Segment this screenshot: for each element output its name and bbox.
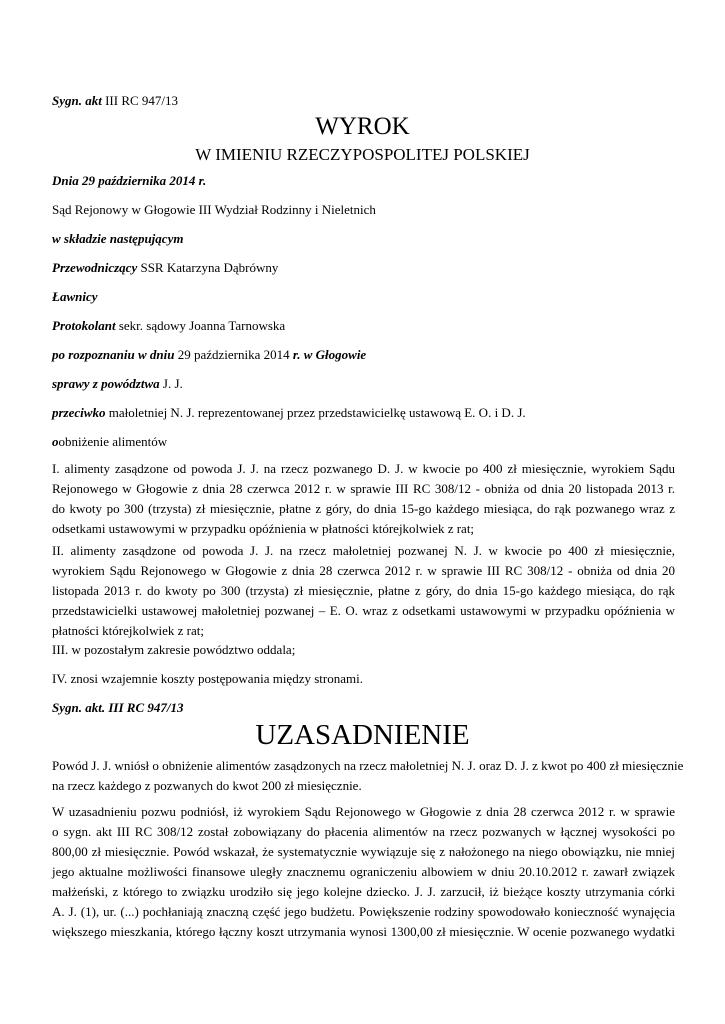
- ruling-line: I. alimenty zasądzone od powoda J. J. na rzecz pozwanego D. J. w kwocie po 400 zł miesięcznie, wyrokiem Sądu: [52, 461, 675, 476]
- composition-label: w składzie następującym: [52, 231, 184, 246]
- ruling-line: Rejonowego w Głogowie z dnia 28 czerwca 2012 r. w sprawie III RC 308/12 - obniża od dnia 20 listopada 2013 r.: [52, 481, 675, 496]
- subject-value: obniżenie alimentów: [58, 434, 168, 449]
- ruling-point-4: IV. znosi wzajemnie koszty postępowania między stronami.: [52, 671, 363, 686]
- justification-line: Powód J. J. wniósł o obniżenie alimentów zasądzonych na rzecz małoletniej N. J. oraz D. J. z kwot po 400 zł miesięcznie: [52, 758, 684, 773]
- case-signature-label: Sygn. akt: [52, 93, 102, 108]
- justification-line: na rzecz każdego z pozwanych do kwot 200 zł miesięcznie.: [52, 778, 362, 793]
- justification-line: o sygn. akt III RC 308/12 został zobowiązany do płacenia alimentów na rzecz pozwanych w łącznej wysokości po: [52, 824, 675, 839]
- ruling-line: do kwoty po 300 (trzysta) zł miesięcznie, płatne z góry, do dnia 15-go każdego miesiąca, do rąk pozwanego wraz z: [52, 501, 675, 516]
- defendant-label: przeciwko: [52, 405, 106, 420]
- clerk-label: Protokolant: [52, 318, 116, 333]
- defendant-value: małoletniej N. J. reprezentowanej przez przedstawicielkę ustawową E. O. i D. J.: [108, 405, 526, 420]
- justification-title: UZASADNIENIE: [255, 719, 470, 751]
- chair-value: SSR Katarzyna Dąbrówny: [140, 260, 279, 275]
- hearing-line: [52, 346, 672, 363]
- ruling-line: przedstawicielki ustawowej małoletniej pozwanej – E. O. wraz z odsetkami ustawowymi w przypadku opóźnienia w: [52, 603, 675, 618]
- judgment-title: WYROK: [315, 113, 410, 140]
- claimant-value: J. J.: [162, 376, 183, 391]
- jurors-label: Ławnicy: [52, 289, 98, 304]
- justification-paragraph-1: [52, 756, 684, 796]
- defendant-line: [52, 404, 672, 421]
- case-signature: [52, 92, 672, 109]
- claimant-label: sprawy z powództwa: [52, 376, 160, 391]
- hearing-place: r. w Głogowie: [292, 347, 367, 362]
- judgment-date: Dnia 29 października 2014 r.: [52, 173, 207, 188]
- justification-line: 800,00 zł miesięcznie. Powód wskazał, że systematycznie wywiązuje się z nałożonego na niego obowiązku, nie mniej: [52, 844, 675, 859]
- ruling-line: II. alimenty zasądzone od powoda J. J. na rzecz małoletniej pozwanej N. J. w kwocie po 400 zł miesięcznie,: [52, 543, 675, 558]
- subject-label: o: [52, 434, 59, 449]
- justification-paragraph-2: [52, 802, 675, 942]
- ruling-line: wyrokiem Sądu Rejonowego w Głogowie z dnia 28 czerwca 2012 r. w sprawie III RC 308/12 - obniża od dnia 20: [52, 563, 675, 578]
- chair-line: [52, 259, 672, 276]
- case-signature-value: III RC 947/13: [105, 93, 179, 108]
- claimant-line: [52, 375, 672, 392]
- justification-line: A. J. (1), ur. (...) pochłaniają znaczną część jego budżetu. Powiększenie rodziny spowodowało konieczność wynajęcia: [52, 904, 675, 919]
- clerk-value: sekr. sądowy Joanna Tarnowska: [118, 318, 286, 333]
- hearing-date: 29 października 2014: [177, 347, 290, 362]
- ruling-line: listopada 2013 r. do kwoty po 300 (trzysta) zł miesięcznie, płatne z góry, do dnia 15-go każdego miesiąca, do rąk: [52, 583, 675, 598]
- justification-line: W uzasadnieniu pozwu podniósł, iż wyrokiem Sądu Rejonowego w Głogowie z dnia 28 czerwca 2012 r. w sprawie: [52, 804, 675, 819]
- court-name: Sąd Rejonowy w Głogowie III Wydział Rodzinny i Nieletnich: [52, 202, 376, 217]
- ruling-line: odsetkami ustawowymi w przypadku opóźnienia w płatności którejkolwiek z rat;: [52, 521, 475, 536]
- subject-line: [52, 433, 672, 450]
- ruling-line: płatności którejkolwiek z rat;: [52, 623, 204, 638]
- ruling-point-2: [52, 541, 675, 641]
- justification-line: małżeński, z którego to związku urodziło się jego kolejne dziecko. J. J. zarzucił, iż bieżące koszty utrzymania córki: [52, 884, 675, 899]
- justification-line: większego mieszkania, którego łączny koszt utrzymania wynosi 1300,00 zł miesięcznie. W ocenie pozwanego wydatki: [52, 924, 675, 939]
- chair-label: Przewodniczący: [52, 260, 138, 275]
- judgment-subtitle: W IMIENIU RZECZYPOSPOLITEJ POLSKIEJ: [195, 145, 530, 164]
- clerk-line: [52, 317, 672, 334]
- justification-line: jego aktualne możliwości finansowe uległy znacznemu ograniczeniu albowiem w dniu 20.10.2012 r. zawarł związek: [52, 864, 675, 879]
- hearing-label: po rozpoznaniu w dniu: [52, 347, 175, 362]
- ruling-point-3: III. w pozostałym zakresie powództwo oddala;: [52, 642, 296, 657]
- footer-case-signature: Sygn. akt. III RC 947/13: [52, 700, 184, 715]
- ruling-point-1: [52, 459, 675, 539]
